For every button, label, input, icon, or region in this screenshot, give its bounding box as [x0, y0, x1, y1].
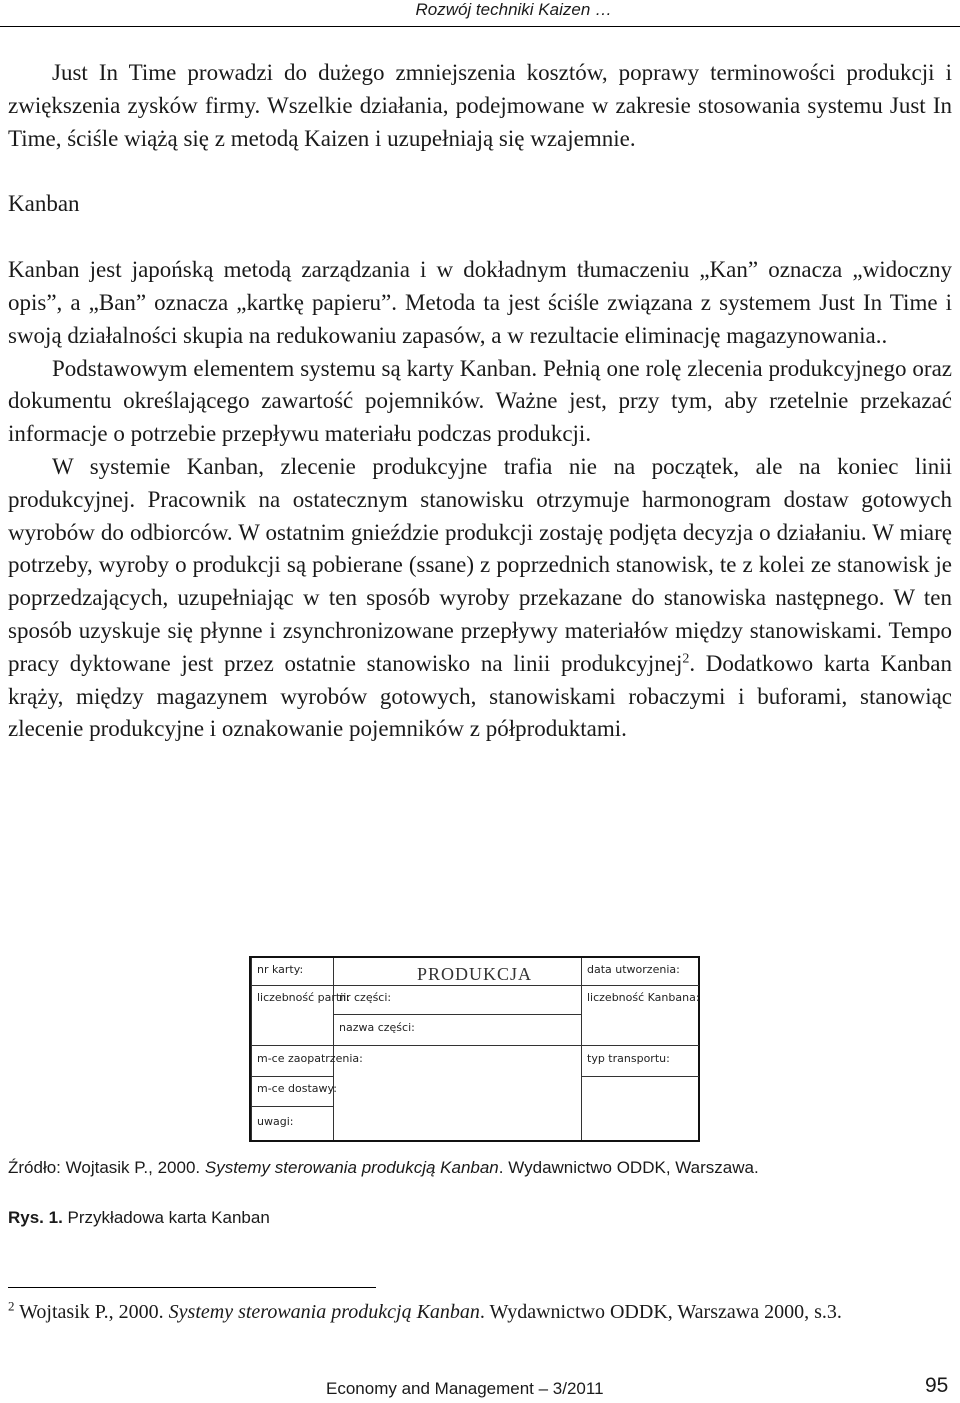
figure-caption	[8, 1208, 270, 1228]
page-number: 95	[925, 1374, 949, 1397]
card-field-typ-transportu: typ transportu:	[587, 1052, 670, 1065]
running-header	[0, 0, 960, 27]
journal-name: Economy and Management – 3/2011	[326, 1379, 604, 1398]
source-prefix: Źródło: Wojtasik P., 2000.	[8, 1158, 205, 1177]
paragraph-jit: Just In Time prowadzi do dużego zmniejszenia kosztów, poprawy terminowości produkcji i zwiększenia zysków firmy. Wszelkie działania, podejmowane w zakresie stosowania systemu Just In Time, ściśle wiążą się z metodą Kaizen i uzupełniają się wzajemnie.	[8, 60, 952, 151]
footnote-prefix: Wojtasik P., 2000.	[19, 1301, 169, 1323]
figure-label: Rys. 1.	[8, 1208, 63, 1227]
page-footer	[0, 1376, 960, 1403]
paragraph-flow-text: W systemie Kanban, zlecenie produkcyjne trafia nie na początek, ale na koniec linii produkcyjnej. Pracownik na ostatecznym stanowisku otrzymuje harmonogram dostaw gotowych wyrobów do odbiorców. W ostatnim gnieździe produkcji zostaję podjęta decyzja o działaniu. W miarę potrzeby, wyroby o produkcji są pobierane (ssane) z poprzednich stanowisk, te z kolei ze stanowisk je poprzedzających, uzupełniając w ten sposób wyroby przekazane do stanowiska następnego. W ten sposób uzyskuje się płynne i zsynchronizowane przepływy materiałów między stanowiskami. Tempo pracy dyktowane jest przez ostatnie stanowisko na linii produkcyjnej	[8, 453, 952, 676]
figure-caption-text: Przykładowa karta Kanban	[67, 1208, 270, 1227]
running-title: Rozwój techniki Kaizen …	[415, 0, 612, 19]
paragraph-kanban-definition: Kanban jest japońską metodą zarządzania i w dokładnym tłumaczeniu „Kan” oznacza „widoczny opis”, a „Ban” oznacza „kartkę papieru”. Metoda ta jest ściśle związana z systemem Just In Time i swoją działalności skupia na redukowaniu zapasów, a w rezultacie eliminację magazynowania..	[8, 257, 952, 348]
paragraph-kanban-flow	[8, 451, 952, 746]
card-field-data-utworzenia: data utworzenia:	[587, 963, 680, 976]
footnote	[8, 1299, 952, 1326]
card-field-liczebnosc-kanbana: liczebność Kanbana:	[587, 991, 700, 1004]
kanban-card-figure	[249, 956, 700, 1142]
card-field-miejsce-zaopatrzenia: m-ce zaopatrzenia:	[257, 1052, 363, 1065]
footnote-title: Systemy sterowania produkcją Kanban	[168, 1301, 480, 1323]
section-heading-kanban: Kanban	[8, 191, 80, 217]
footnote-suffix: . Wydawnictwo ODDK, Warszawa 2000, s.3.	[479, 1301, 842, 1323]
card-title: PRODUKCJA	[417, 964, 533, 984]
paragraph-flow-text-end: . Dodatkowo karta Kanban krąży, między magazynem wyrobów gotowych, stanowiskami robaczymi i buforami, stanowiąc zlecenie produkcyjne i oznakowanie pojemników z półproduktami.	[8, 650, 952, 742]
footnote-number: 2	[8, 1298, 15, 1314]
card-field-nr-czesci: nr części:	[339, 991, 392, 1004]
card-field-miejsce-dostawy: m-ce dostawy:	[257, 1082, 337, 1095]
card-field-nazwa-czesci: nazwa części:	[339, 1021, 415, 1034]
figure-source	[8, 1158, 759, 1178]
card-field-uwagi: uwagi:	[257, 1115, 294, 1128]
paragraph-kanban-cards: Podstawowym elementem systemu są karty Kanban. Pełnią one rolę zlecenia produkcyjnego oraz dokumentu określającego zawartość pojemników. Ważne jest, przy tym, aby rzetelnie przekazać informacje o potrzebie przepływu materiału podczas produkcji.	[8, 355, 952, 447]
footnote-reference[interactable]: 2	[682, 651, 690, 667]
source-title: Systemy sterowania produkcją Kanban	[204, 1158, 499, 1177]
card-field-liczebnosc-partii: liczebność partii:	[257, 991, 351, 1004]
source-suffix: . Wydawnictwo ODDK, Warszawa.	[498, 1158, 759, 1177]
footnote-divider	[8, 1287, 376, 1288]
card-field-nr-karty: nr karty:	[257, 963, 304, 976]
article-body	[8, 57, 952, 746]
